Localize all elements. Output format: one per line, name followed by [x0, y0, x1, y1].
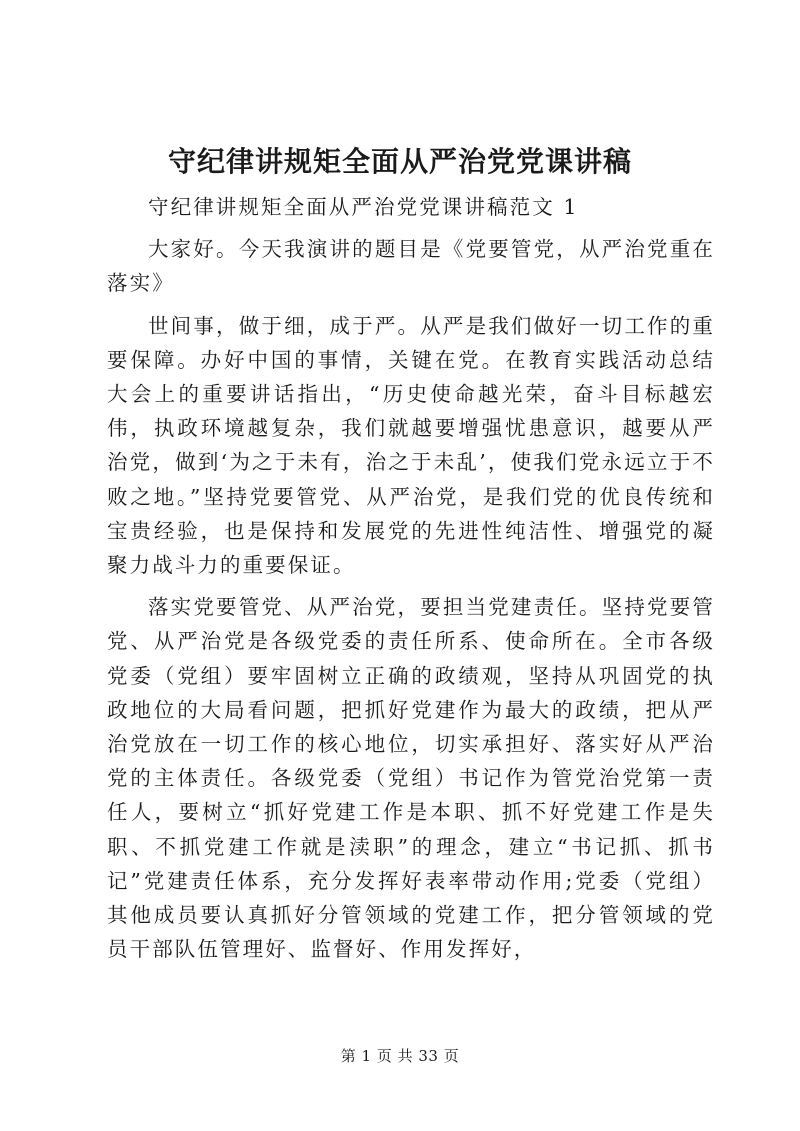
paragraph-strictness: 世间事，做于细，成于严。从严是我们做好一切工作的重要保障。办好中国的事情，关键在党。在教育实践活动总结大会上的重要讲话指出，“历史使命越光荣，奋斗目标越宏伟，执政环境越复杂，我们就越要增强忧患意识，越要从严治党，做到‘为之于未有，治之于未乱’，使我们党永远立于不败之地。”坚持党要管党、从严治党，是我们党的优良传统和宝贵经验，也是保持和发展党的先进性纯洁性、增强党的凝聚力战斗力的重要保证。 [107, 313, 715, 578]
page-footer: 第 1 页 共 33 页 [340, 1047, 460, 1065]
document-body [107, 190, 715, 974]
document-title: 守纪律讲规矩全面从严治党党课讲稿 [167, 145, 632, 178]
document-subtitle: 守纪律讲规矩全面从严治党党课讲稿范文 1 [148, 195, 579, 219]
paragraph-responsibility: 落实党要管党、从严治党，要担当党建责任。坚持党要管党、从严治党是各级党委的责任所系、使命所在。全市各级党委（党组）要牢固树立正确的政绩观，坚持从巩固党的执政地位的大局看问题，把抓好党建作为最大的政绩，把从严治党放在一切工作的核心地位，切实承担好、落实好从严治党的主体责任。各级党委（党组）书记作为管党治党第一责任人，要树立“抓好党建工作是本职、抓不好党建工作是失职、不抓党建工作就是渎职”的理念，建立“书记抓、抓书记”党建责任体系，充分发挥好表率带动作用;党委（党组）其他成员要认真抓好分管领域的党建工作，把分管领域的党员干部队伍管理好、监督好、作用发挥好， [107, 595, 715, 962]
paragraph-greeting: 大家好。今天我演讲的题目是《党要管党，从严治党重在落实》 [107, 237, 715, 296]
